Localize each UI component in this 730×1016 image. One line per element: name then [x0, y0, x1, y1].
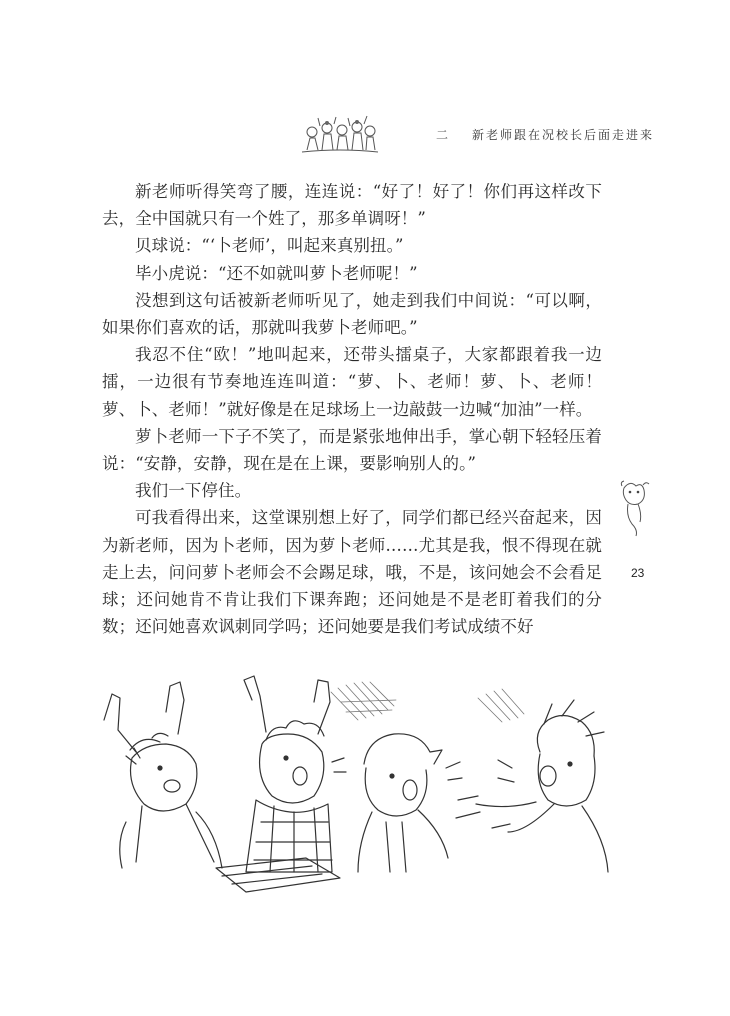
paragraph: 没想到这句话被新老师听见了，她走到我们中间说：“可以啊，如果你们喜欢的话，那就叫我萝卜老师吧。”: [102, 290, 602, 338]
child-girl-figure: [104, 682, 222, 868]
running-header: [300, 112, 655, 156]
paragraph: 萝卜老师一下子不笑了，而是紧张地伸出手，掌心朝下轻轻压着说：“安静，安静，现在是在上课，要影响别人的。”: [102, 426, 602, 474]
chapter-title: 新老师跟在况校长后面走进来: [472, 128, 655, 142]
paragraph: 可我看得出来，这堂课别想上好了，同学们都已经兴奋起来，因为新老师，因为卜老师，因为萝卜老师……尤其是我，恨不得现在就走上去，问问萝卜老师会不会踢足球，哦，不是，该问她会不会看足球；还问她肯不肯让我们下课奔跑；还问她是不是老盯着我们的分数；还问她喜欢讽刺同学吗；还问她要是我们考试成绩不好: [102, 508, 602, 637]
paragraph: 新老师听得笑弯了腰，连连说：“好了！好了！你们再这样改下去，全中国就只有一个姓了，那多单调呀！”: [102, 182, 602, 229]
paragraph: 我忍不住“欧！”地叫起来，还带头擂桌子，大家都跟着我一边擂，一边很有节奏地连连叫道：“萝、卜、老师！萝、卜、老师！萝、卜、老师！”就好像是在足球场上一边敲鼓一边喊“加油”一样。: [102, 345, 602, 419]
paragraph: 我们一下停住。: [135, 481, 252, 501]
paragraph: 毕小虎说：“还不如就叫萝卜老师呢！”: [135, 263, 418, 283]
child-boy-shouting-figure: [456, 700, 608, 872]
body-text: [102, 178, 602, 640]
page-number: 23: [631, 566, 645, 580]
paragraph: 贝球说：“‘卜老师’，叫起来真别扭。”: [135, 236, 404, 256]
child-boy-plaid-figure: [244, 676, 332, 872]
cheering-children-sketch: [96, 672, 636, 902]
header-title: [436, 126, 654, 143]
chapter-number: 二: [436, 128, 451, 142]
mouse-sketch-icon: [616, 478, 656, 538]
child-boy-cap-figure: [358, 734, 448, 872]
children-sketch-icon: [300, 112, 380, 156]
